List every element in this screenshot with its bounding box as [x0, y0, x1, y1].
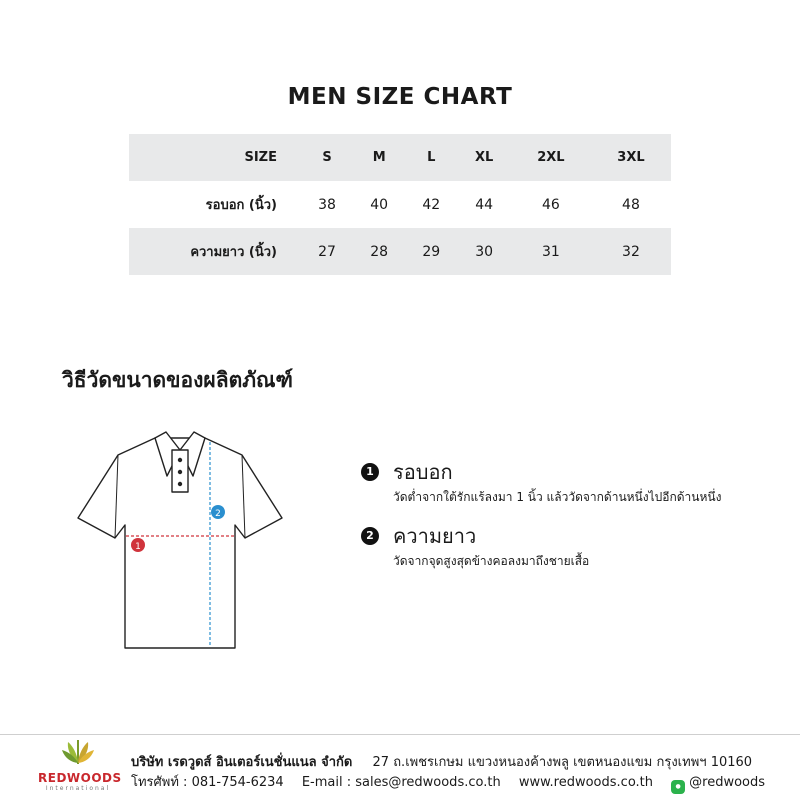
- number-badge: 2: [361, 527, 379, 545]
- measure-label-length: ความยาว: [393, 524, 477, 548]
- line-id[interactable]: @redwoods: [689, 775, 766, 790]
- company-name: บริษัท เรดวูดส์ อินเตอร์เนชั่นแนล จำกัด: [131, 755, 353, 770]
- table-cell: 29: [405, 228, 457, 275]
- length-marker-label: 2: [215, 509, 221, 519]
- table-cell: 30: [457, 228, 511, 275]
- footer-line-1: [131, 751, 752, 772]
- button-1: [178, 458, 182, 462]
- button-3: [178, 482, 182, 486]
- table-cell: 48: [622, 196, 640, 213]
- table-cell: 42: [422, 196, 441, 213]
- size-header-2xl: 2XL: [511, 134, 591, 181]
- table-row-length: [129, 228, 671, 275]
- table-cell: 44: [475, 196, 494, 213]
- logo-brand-text: REDWOODS: [38, 771, 122, 785]
- size-header-s: S: [301, 134, 353, 181]
- number-badge: 1: [361, 463, 379, 481]
- company-email[interactable]: E-mail : sales@redwoods.co.th: [301, 775, 501, 790]
- table-cell: 46: [542, 196, 560, 213]
- table-row-chest: [129, 181, 671, 228]
- logo-sub-text: International: [45, 785, 111, 792]
- footer-line-2: [131, 771, 765, 794]
- table-cell: 38: [318, 196, 336, 213]
- table-cell: 40: [370, 196, 389, 213]
- footer-divider: [0, 734, 800, 735]
- tree-icon: [61, 738, 95, 766]
- table-cell: 28: [353, 228, 405, 275]
- measure-desc-length: วัดจากจุดสูงสุดข้างคอลงมาถึงชายเสื้อ: [393, 554, 590, 568]
- size-table: [129, 134, 671, 275]
- measure-label-chest: รอบอก: [393, 460, 453, 484]
- size-header-xl: XL: [457, 134, 511, 181]
- table-cell: 32: [591, 228, 671, 275]
- button-2: [178, 470, 182, 474]
- page-title: MEN SIZE CHART: [287, 84, 513, 110]
- measure-desc-chest: วัดต่ำจากใต้รักแร้ลงมา 1 นิ้ว แล้ววัดจากด้านหนึ่งไปอีกด้านหนึ่ง: [393, 490, 722, 504]
- company-website[interactable]: www.redwoods.co.th: [518, 775, 654, 790]
- size-header-m: M: [353, 134, 405, 181]
- table-cell: 27: [301, 228, 353, 275]
- company-address: 27 ถ.เพชรเกษม แขวงหนองค้างพลู เขตหนองแขม กรุงเทพฯ 10160: [372, 755, 753, 770]
- row-label-length: ความยาว (นิ้ว): [129, 228, 301, 275]
- size-header-3xl: 3XL: [591, 134, 671, 181]
- row-label-chest: รอบอก (นิ้ว): [205, 198, 277, 213]
- chest-marker-label: 1: [135, 542, 141, 552]
- size-header-label: SIZE: [129, 134, 301, 181]
- line-chat-icon: ●: [671, 780, 685, 794]
- company-phone: โทรศัพท์ : 081-754-6234: [131, 775, 284, 790]
- howto-heading: วิธีวัดขนาดของผลิตภัณฑ์: [62, 368, 293, 392]
- polo-shirt-diagram: [70, 420, 290, 660]
- size-table-header-row: [129, 134, 671, 181]
- company-logo: [38, 738, 122, 792]
- size-header-l: L: [405, 134, 457, 181]
- table-cell: 31: [511, 228, 591, 275]
